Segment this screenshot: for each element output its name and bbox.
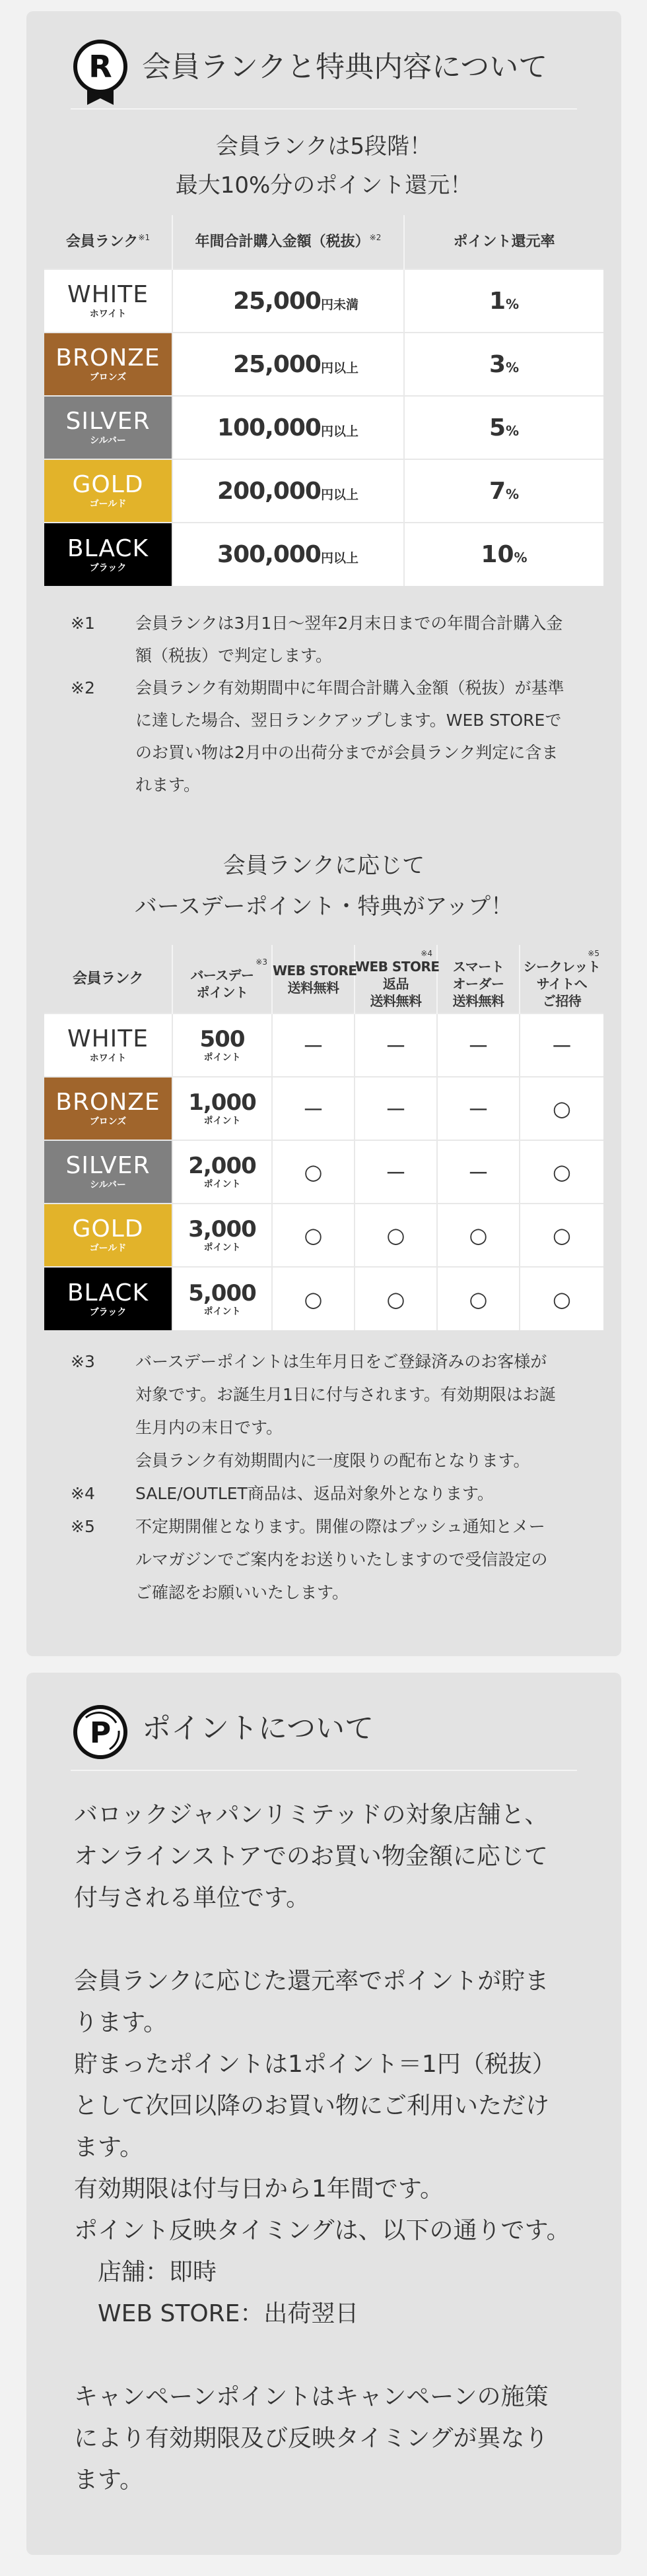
benefit-cell [437,1014,520,1077]
birthday-points-value: 2,000 [188,1153,256,1179]
body-line: ります。 [74,2009,168,2036]
rate-value: 10 [481,541,514,568]
table-row [44,396,603,459]
headline-line-1: 会員ランクは5段階！ [216,133,432,160]
headline-line-2: 最大10%分のポイント還元！ [175,172,473,199]
note-text: ご確認をお願いいたします。 [135,1583,349,1602]
column-header [404,215,603,269]
available-mark: ○ [553,1096,571,1121]
note-text: 額（税抜）で判定します。 [135,646,333,665]
unavailable-mark: － [302,1034,324,1059]
benefit-cell [437,1267,520,1330]
benefit-table [44,945,603,1330]
table-row [44,1140,603,1204]
note-text: 不定期開催となります。開催の際はプッシュ通知とメー [135,1517,545,1536]
note-line [71,1510,592,1543]
footnote-mark: ※5 [588,948,599,958]
rank-kana: ゴールド [89,1243,127,1254]
column-header-line: オーダー [452,975,504,992]
body-line [74,2334,589,2376]
column-header [44,945,172,1014]
benefit-cell [520,1267,603,1330]
note-text: ルマガジンでご案内をお送りいたしますので受信設定の [135,1550,548,1569]
column-header [272,945,355,1014]
body-line: バロックジャパンリミテッドの対象店舗と、 [74,1801,549,1828]
available-mark: ○ [386,1286,405,1312]
rate-unit: % [506,486,520,502]
benefit-cell [355,1140,437,1204]
section-title: ポイントについて [142,1712,374,1745]
note-line [71,1576,592,1609]
rank-kana: ブロンズ [89,1116,127,1127]
points-unit: ポイント [203,1179,241,1190]
benefit-cell [437,1077,520,1140]
body-line: キャンペーンポイントはキャンペーンの施策 [74,2383,549,2410]
column-header-line: ポイント [196,984,248,1000]
rank-name: BLACK [67,534,149,562]
points-unit: ポイント [203,1242,241,1253]
available-mark: ○ [469,1223,488,1248]
unavailable-mark: － [385,1034,407,1059]
birthday-points-cell [172,1204,272,1267]
rank-name: BLACK [67,1279,149,1306]
note-line [71,1345,592,1378]
unavailable-mark: － [385,1097,407,1122]
rate-cell [404,333,603,396]
birthday-points-cell [172,1077,272,1140]
rank-name: WHITE [67,1025,149,1052]
rate-value: 7 [489,477,506,505]
rank-kana: ホワイト [89,1053,127,1064]
amount-cell [172,269,404,333]
footnote-mark: ※3 [255,957,267,967]
benefit-cell [355,1077,437,1140]
note-text: バースデーポイントは生年月日をご登録済みのお客様が [135,1352,547,1371]
rate-value: 5 [489,414,506,441]
rank-name: GOLD [72,471,144,498]
benefit-cell [355,1267,437,1330]
rate-unit: % [506,359,520,375]
column-header-line: 返品 [383,975,409,992]
body-line: 貯まったポイントは1ポイント＝1円（税抜） [74,2051,556,2078]
body-line: オンラインストアでのお買い物金額に応じて [74,1843,548,1870]
benefit-cell [272,1014,355,1077]
unavailable-mark: － [302,1097,324,1122]
available-mark: ○ [553,1159,571,1184]
point-card [26,1673,621,2555]
table-row [44,459,603,523]
rank-name: GOLD [72,1215,144,1242]
note-line [71,1444,592,1477]
unavailable-mark: － [551,1034,572,1059]
amount-value: 25,000 [233,287,321,315]
note-text: 対象です。お誕生月1日に付与されます。有効期限はお誕 [135,1385,556,1404]
rank-cell [44,396,172,459]
available-mark: ○ [304,1223,323,1248]
table-row [44,1014,603,1077]
benefit-headline-line-1: 会員ランクに応じて [222,853,425,879]
table-row [44,1204,603,1267]
footnote-mark: ※1 [71,614,95,633]
column-header-line: サイトへ [536,975,588,992]
amount-suffix: 円以上 [320,360,358,375]
rank-cell [44,1267,172,1330]
note-line [71,1378,592,1411]
rate-cell [404,523,603,586]
amount-cell [172,333,404,396]
body-line: ます。 [74,2466,144,2494]
benefit-cell [272,1204,355,1267]
rank-kana: シルバー [90,1180,126,1190]
svg-text:P: P [89,1716,112,1750]
available-mark: ○ [386,1223,405,1248]
table-row [44,333,603,396]
column-header-line: シークレット [523,958,601,975]
points-unit: ポイント [203,1052,241,1063]
note-text: のお買い物は2月中の出荷分までが会員ランク判定に含ま [135,743,559,762]
note-text: 会員ランクは3月1日～翌年2月末日までの年間合計購入金 [135,614,563,633]
amount-value: 25,000 [233,350,321,378]
rate-unit: % [514,550,528,565]
rank-name: WHITE [67,281,149,308]
note-line [71,1543,592,1576]
note-line [71,769,592,801]
benefit-cell [272,1267,355,1330]
rank-cell [44,1204,172,1267]
benefit-cell [355,1014,437,1077]
birthday-points-value: 500 [199,1026,245,1052]
birthday-points-value: 1,000 [188,1089,256,1116]
column-header [172,215,404,269]
column-header-line: スマート [452,958,504,975]
rank-cell [44,269,172,333]
benefit-cell [355,1204,437,1267]
body-line: 会員ランクに応じた還元率でポイントが貯ま [74,1968,549,1995]
footnote-mark: ※2 [369,233,382,242]
table-row [44,1077,603,1140]
rank-cell [44,1014,172,1077]
footnote-mark: ※4 [421,948,432,958]
birthday-points-cell [172,1014,272,1077]
footnote-mark: ※2 [71,678,95,697]
benefit-cell [520,1140,603,1204]
benefit-cell [520,1014,603,1077]
column-header-line: 送料無料 [287,979,339,996]
column-header [520,945,603,1014]
column-header-label: ポイント還元率 [453,234,555,250]
member-rank-card [26,11,621,1656]
column-header-line: WEB STORE [355,958,440,975]
rate-unit: % [506,296,520,312]
amount-value: 100,000 [217,414,321,441]
note-line [71,736,592,769]
footnote-mark: ※1 [138,233,151,242]
birthday-points-cell [172,1267,272,1330]
available-mark: ○ [553,1286,571,1312]
divider [71,108,577,110]
note-line [71,704,592,736]
rank-badge-icon [73,39,128,108]
unavailable-mark: － [467,1034,489,1059]
available-mark: ○ [469,1286,488,1312]
rank-kana: ゴールド [89,499,127,509]
divider [71,1770,577,1771]
points-unit: ポイント [203,1116,241,1126]
column-header-line: ご招待 [542,992,582,1009]
benefit-cell [520,1077,603,1140]
rank-cell [44,523,172,586]
footnote-mark: ※3 [71,1352,95,1371]
benefit-headline-line-2: バースデーポイント・特典がアップ！ [134,893,514,920]
note-text: SALE/OUTLET商品は、返品対象外となります。 [135,1484,494,1503]
body-line: ポイント反映タイミングは、以下の通りです。 [74,2217,570,2244]
header-row [44,945,603,1014]
rate-cell [404,269,603,333]
rank-kana: シルバー [90,435,126,446]
rank-name: BRONZE [55,344,160,371]
footnote-spacer [438,949,519,958]
body-line [74,1919,589,1960]
amount-value: 200,000 [217,477,321,505]
svg-text:R: R [88,49,112,84]
body-line: 店舗：即時 [74,2259,217,2286]
rank-cell [44,333,172,396]
column-header-line: WEB STORE [273,962,357,979]
birthday-points-value: 3,000 [188,1216,256,1242]
rank-notes [71,607,592,801]
body-line: により有効期限及び反映タイミングが異なり [74,2425,549,2452]
table-row [44,523,603,586]
unavailable-mark: － [467,1097,489,1122]
rank-cell [44,459,172,523]
amount-value: 300,000 [217,541,321,568]
amount-cell [172,523,404,586]
table-row [44,269,603,333]
benefit-cell [520,1204,603,1267]
column-header-label: 年間合計購入金額（税抜） [195,234,370,250]
column-header [172,945,272,1014]
rate-value: 1 [489,287,506,315]
point-coin-icon [73,1698,128,1766]
point-description [74,1794,589,2501]
table-row [44,1267,603,1330]
note-text: 会員ランク有効期間中に年間合計購入金額（税抜）が基準 [135,678,564,697]
rank-name: BRONZE [55,1089,160,1116]
benefit-notes [71,1345,592,1609]
rank-cell [44,1140,172,1204]
rank-kana: ホワイト [89,309,127,319]
column-header [437,945,520,1014]
column-header-line: 送料無料 [452,992,504,1009]
rank-kana: ブラック [89,562,127,573]
rank-name: SILVER [65,1152,151,1179]
body-line: ます。 [74,2134,144,2161]
birthday-points-value: 5,000 [188,1279,256,1306]
amount-suffix: 円以上 [320,551,358,565]
available-mark: ○ [553,1223,571,1248]
note-text: れます。 [135,775,201,794]
column-header [44,215,172,269]
benefit-cell [437,1140,520,1204]
rate-cell [404,459,603,523]
benefit-cell [272,1077,355,1140]
note-line [71,1411,592,1444]
benefit-cell [437,1204,520,1267]
unavailable-mark: － [385,1161,407,1186]
rate-unit: % [506,422,520,439]
header-row [44,215,603,269]
column-header [355,945,440,1014]
rate-cell [404,396,603,459]
unavailable-mark: － [467,1161,489,1186]
points-unit: ポイント [203,1306,241,1317]
available-mark: ○ [304,1159,323,1184]
rate-value: 3 [489,350,506,378]
note-line [71,672,592,704]
note-text: に達した場合、翌日ランクアップします。WEB STOREで [135,711,562,730]
amount-suffix: 円未満 [320,297,358,312]
body-line: WEB STORE：出荷翌日 [74,2300,359,2327]
body-line: として次回以降のお買い物にご利用いただけ [74,2092,550,2119]
column-header-line: バースデー [190,967,254,983]
rank-kana: ブロンズ [89,372,127,383]
footnote-mark: ※5 [71,1517,95,1536]
amount-cell [172,459,404,523]
footnote-mark: ※4 [71,1484,95,1503]
amount-cell [172,396,404,459]
note-text: 会員ランク有効期間内に一度限りの配布となります。 [135,1451,530,1470]
note-text: 生月内の末日です。 [135,1418,283,1437]
note-line [71,639,592,672]
column-header-line: 会員ランク [72,970,144,987]
rank-cell [44,1077,172,1140]
body-line: 付与される単位です。 [74,1884,310,1912]
available-mark: ○ [304,1286,323,1312]
body-line: 有効期限は付与日から1年間です。 [74,2175,444,2203]
note-line [71,1477,592,1510]
amount-suffix: 円以上 [320,424,358,439]
rank-kana: ブラック [89,1306,127,1318]
rank-name: SILVER [65,408,151,435]
amount-suffix: 円以上 [320,487,358,502]
rank-table [44,215,603,586]
column-header-line: 送料無料 [370,992,422,1009]
column-header-label: 会員ランク [65,234,139,250]
benefit-cell [272,1140,355,1204]
note-line [71,607,592,639]
section-title: 会員ランクと特典内容について [142,50,548,84]
birthday-points-cell [172,1140,272,1204]
